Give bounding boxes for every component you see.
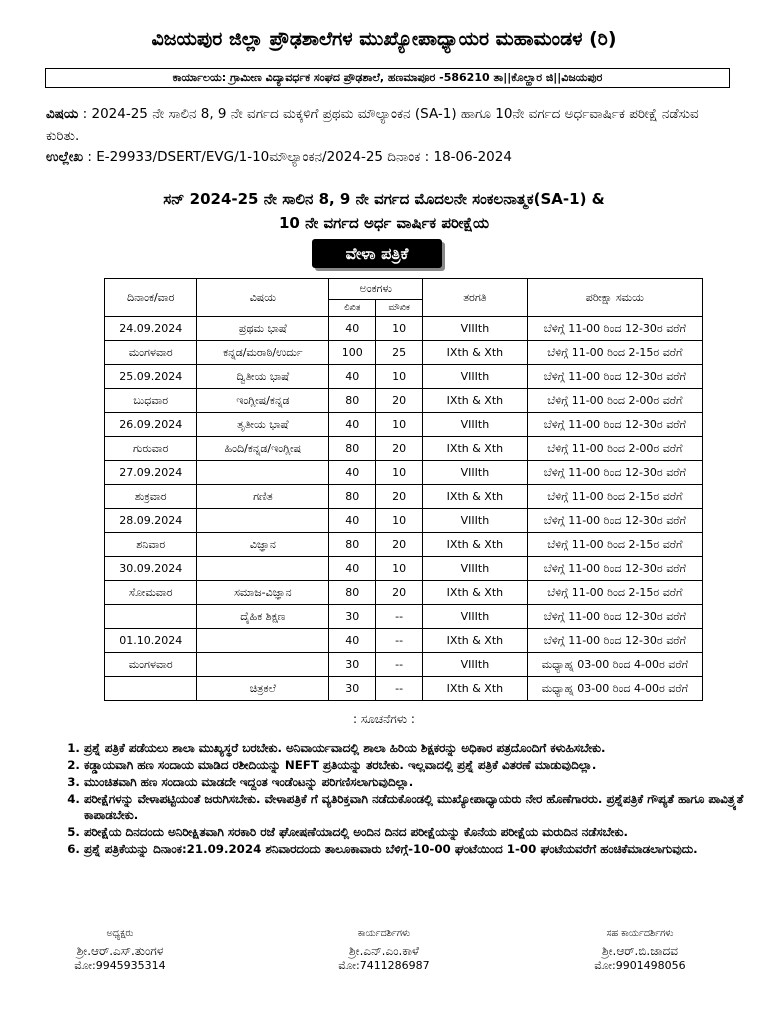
reference-text: : E-29933/DSERT/EVG/1-10ಮೌಲ್ಯಾಂಕನ/2024-25 ದಿನಾಂಕ : 18-06-2024 <box>83 149 512 165</box>
date-cell: 26.09.2024 <box>105 413 197 437</box>
table-row <box>105 533 703 557</box>
written-marks-cell: 30 <box>329 653 376 677</box>
class-cell: IXth & Xth <box>423 581 528 605</box>
date-cell <box>105 605 197 629</box>
date-cell: ಶನಿವಾರ <box>105 533 197 557</box>
table-row <box>105 389 703 413</box>
subject-cell: ಇಂಗ್ಲೀಷ/ಕನ್ನಡ <box>197 389 329 413</box>
written-marks-cell: 80 <box>329 485 376 509</box>
reference-line <box>46 147 736 167</box>
signature-role: ಸಹ ಕಾರ್ಯದರ್ಶಿಗಳು <box>606 928 674 939</box>
class-cell: IXth & Xth <box>423 389 528 413</box>
header-written: ಲಿಖಿತ <box>329 300 376 317</box>
timetable-body <box>105 317 703 701</box>
exam-timetable <box>104 278 703 701</box>
time-cell: ಬೆಳಿಗ್ಗೆ 11-00 ರಿಂದ 12-30ರ ವರೆಗೆ <box>527 629 702 653</box>
table-row <box>105 557 703 581</box>
time-cell: ಬೆಳಿಗ್ಗೆ 11-00 ರಿಂದ 12-30ರ ವರೆಗೆ <box>527 365 702 389</box>
signature-joint-secretary <box>570 928 710 973</box>
class-cell: VIIIth <box>423 413 528 437</box>
date-cell: ಗುರುವಾರ <box>105 437 197 461</box>
table-row <box>105 485 703 509</box>
header-marks: ಅಂಕಗಳು <box>329 279 423 300</box>
oral-marks-cell: 20 <box>376 533 423 557</box>
table-row <box>105 365 703 389</box>
date-cell: ಮಂಗಳವಾರ <box>105 653 197 677</box>
schedule-heading-line1: ಸನ್ 2024-25 ನೇ ಸಾಲಿನ 8, 9 ನೇ ವರ್ಗದ ಮೊದಲನೇ ಸಂಕಲನಾತ್ಮಕ(SA-1) & <box>163 190 605 208</box>
time-cell: ಬೆಳಿಗ್ಗೆ 11-00 ರಿಂದ 2-15ರ ವರೆಗೆ <box>527 341 702 365</box>
table-row <box>105 653 703 677</box>
time-cell: ಮಧ್ಯಾಹ್ನ 03-00 ರಿಂದ 4-00ರ ವರೆಗೆ <box>527 677 702 701</box>
oral-marks-cell: 10 <box>376 557 423 581</box>
written-marks-cell: 40 <box>329 365 376 389</box>
document-title: ವಿಜಯಪುರ ಜಿಲ್ಲಾ ಪ್ರೌಢಶಾಲೆಗಳ ಮುಖ್ಯೋಪಾಧ್ಯಾಯರ ಮಹಾಮಂಡಳ (ರಿ) <box>151 28 617 50</box>
class-cell: IXth & Xth <box>423 629 528 653</box>
oral-marks-cell: -- <box>376 677 423 701</box>
oral-marks-cell: 20 <box>376 581 423 605</box>
class-cell: VIIIth <box>423 605 528 629</box>
oral-marks-cell: -- <box>376 605 423 629</box>
subject-cell <box>197 629 329 653</box>
written-marks-cell: 40 <box>329 509 376 533</box>
subject-cell: ಗಣಿತ <box>197 485 329 509</box>
class-cell: IXth & Xth <box>423 533 528 557</box>
date-cell: 27.09.2024 <box>105 461 197 485</box>
table-row <box>105 509 703 533</box>
time-cell: ಬೆಳಿಗ್ಗೆ 11-00 ರಿಂದ 2-15ರ ವರೆಗೆ <box>527 581 702 605</box>
date-cell: ಮಂಗಳವಾರ <box>105 341 197 365</box>
reference-label: ಉಲ್ಲೇಖ <box>46 149 84 165</box>
date-cell <box>105 677 197 701</box>
written-marks-cell: 40 <box>329 557 376 581</box>
class-cell: VIIIth <box>423 653 528 677</box>
written-marks-cell: 40 <box>329 461 376 485</box>
signature-role: ಕಾರ್ಯದರ್ಶಿಗಳು <box>357 928 411 939</box>
class-cell: VIIIth <box>423 317 528 341</box>
class-cell: VIIIth <box>423 509 528 533</box>
date-cell: 25.09.2024 <box>105 365 197 389</box>
class-cell: IXth & Xth <box>423 677 528 701</box>
subject-label: ವಿಷಯ <box>46 106 79 122</box>
oral-marks-cell: 20 <box>376 437 423 461</box>
class-cell: VIIIth <box>423 365 528 389</box>
written-marks-cell: 80 <box>329 581 376 605</box>
subject-cell: ಚಿತ್ರಕಲೆ <box>197 677 329 701</box>
time-cell: ಬೆಳಿಗ್ಗೆ 11-00 ರಿಂದ 2-00ರ ವರೆಗೆ <box>527 389 702 413</box>
table-row <box>105 461 703 485</box>
header-time: ಪರೀಕ್ಷಾ ಸಮಯ <box>527 279 702 317</box>
oral-marks-cell: 10 <box>376 413 423 437</box>
date-cell: ಶುಕ್ರವಾರ <box>105 485 197 509</box>
note-item: 1. ಪ್ರಶ್ನೆ ಪತ್ರಿಕೆ ಪಡೆಯಲು ಶಾಲಾ ಮುಖ್ಯಸ್ಥರೆ ಬರಬೇಕು. ಅನಿವಾರ್ಯವಾದಲ್ಲಿ ಶಾಲಾ ಹಿರಿಯ ಶಿಕ್ಷಕರನ್ನು ಅಧಿಕಾರ ಪತ್ರದೊಂದಿಗೆ ಕಳುಹಿಸಬೇಕು. <box>84 740 744 756</box>
written-marks-cell: 30 <box>329 605 376 629</box>
note-item: 6. ಪ್ರಶ್ನೆ ಪತ್ರಿಕೆಯನ್ನು ದಿನಾಂಕ:21.09.2024 ಶನಿವಾರದಂದು ತಾಲೂಕಾವಾರು ಬೆಳಿಗ್ಗೆ-10-00 ಘಂಟೆಯಿಂದ 1-00 ಘಂಟೆಯವರೆಗೆ ಹಂಚಿಕೆಮಾಡಲಾಗುವುದು. <box>84 841 744 857</box>
oral-marks-cell: 10 <box>376 365 423 389</box>
class-cell: IXth & Xth <box>423 485 528 509</box>
time-cell: ಬೆಳಿಗ್ಗೆ 11-00 ರಿಂದ 12-30ರ ವರೆಗೆ <box>527 461 702 485</box>
date-cell: 24.09.2024 <box>105 317 197 341</box>
time-cell: ಬೆಳಿಗ್ಗೆ 11-00 ರಿಂದ 2-15ರ ವರೆಗೆ <box>527 533 702 557</box>
subject-cell: ಕನ್ನಡ/ಮರಾಠಿ/ಉರ್ದು <box>197 341 329 365</box>
class-cell: VIIIth <box>423 557 528 581</box>
time-cell: ಬೆಳಿಗ್ಗೆ 11-00 ರಿಂದ 2-00ರ ವರೆಗೆ <box>527 437 702 461</box>
signature-secretary <box>314 928 454 973</box>
written-marks-cell: 100 <box>329 341 376 365</box>
subject-cell: ತೃತೀಯ ಭಾಷೆ <box>197 413 329 437</box>
signature-name: ಶ್ರೀ.ಆರ್.ಎಸ್.ತುಂಗಳ <box>76 944 164 958</box>
notes-heading: : ಸೂಚನೆಗಳು : <box>353 712 415 726</box>
table-row <box>105 581 703 605</box>
note-item: 2. ಕಡ್ಡಾಯವಾಗಿ ಹಣ ಸಂದಾಯ ಮಾಡಿದ ರಶೀದಿಯನ್ನು NEFT ಪ್ರತಿಯನ್ನು ತರಬೇಕು. ಇಲ್ಲವಾದಲ್ಲಿ ಪ್ರಶ್ನೆ ಪತ್ರಿಕೆ ವಿತರಣೆ ಮಾಡುವುದಿಲ್ಲಾ. <box>84 757 744 773</box>
subject-cell: ವಿಜ್ಞಾನ <box>197 533 329 557</box>
subject-cell: ಪ್ರಥಮ ಭಾಷೆ <box>197 317 329 341</box>
date-cell: 28.09.2024 <box>105 509 197 533</box>
signature-phone: ಮೋ:9901498056 <box>594 959 686 972</box>
subject-cell <box>197 653 329 677</box>
header-subject: ವಿಷಯ <box>197 279 329 317</box>
office-address: ಕಾರ್ಯಾಲಯ: ಗ್ರಾಮೀಣ ವಿದ್ಯಾವರ್ಧಕ ಸಂಘದ ಪ್ರೌಢಶಾಲೆ, ಹಣಮಾಪೂರ -586210 ತಾ||ಕೊಲ್ಹಾರ ಜಿ||ವಿಜಯಪುರ <box>45 68 730 88</box>
notes-list <box>62 740 744 858</box>
signature-phone: ಮೋ:7411286987 <box>338 959 430 972</box>
table-row <box>105 677 703 701</box>
subject-cell: ಹಿಂದಿ/ಕನ್ನಡ/ಇಂಗ್ಲೀಷ <box>197 437 329 461</box>
written-marks-cell: 80 <box>329 389 376 413</box>
time-cell: ಬೆಳಿಗ್ಗೆ 11-00 ರಿಂದ 12-30ರ ವರೆಗೆ <box>527 605 702 629</box>
date-cell: ಬುಧವಾರ <box>105 389 197 413</box>
subject-cell: ಸಮಾಜ-ವಿಜ್ಞಾನ <box>197 581 329 605</box>
date-cell: ಸೋಮವಾರ <box>105 581 197 605</box>
header-date: ದಿನಾಂಕ/ವಾರ <box>105 279 197 317</box>
time-cell: ಬೆಳಿಗ್ಗೆ 11-00 ರಿಂದ 12-30ರ ವರೆಗೆ <box>527 413 702 437</box>
time-cell: ಮಧ್ಯಾಹ್ನ 03-00 ರಿಂದ 4-00ರ ವರೆಗೆ <box>527 653 702 677</box>
table-row <box>105 605 703 629</box>
subject-cell: ದೈಹಿಕ ಶಿಕ್ಷಣ <box>197 605 329 629</box>
table-row <box>105 341 703 365</box>
signature-name: ಶ್ರೀ.ಆರ್.ಬಿ.ಜಾದವ <box>602 944 678 958</box>
subject-cell <box>197 461 329 485</box>
subject-text: : 2024-25 ನೇ ಸಾಲಿನ 8, 9 ನೇ ವರ್ಗದ ಮಕ್ಕಳಿಗೆ ಪ್ರಥಮ ಮೌಲ್ಯಾಂಕನ (SA-1) ಹಾಗೂ 10ನೇ ವರ್ಗದ ಅರ್ಧವಾರ್ಷಿಕ ಪರೀಕ್ಷೆ ನಡೆಸುವ ಕುರಿತು. <box>46 106 699 144</box>
written-marks-cell: 40 <box>329 629 376 653</box>
oral-marks-cell: 10 <box>376 461 423 485</box>
time-cell: ಬೆಳಿಗ್ಗೆ 11-00 ರಿಂದ 2-15ರ ವರೆಗೆ <box>527 485 702 509</box>
written-marks-cell: 80 <box>329 437 376 461</box>
oral-marks-cell: -- <box>376 653 423 677</box>
table-row <box>105 629 703 653</box>
header-oral: ಮೌಖಿಕ <box>376 300 423 317</box>
table-row <box>105 413 703 437</box>
oral-marks-cell: 25 <box>376 341 423 365</box>
subject-cell <box>197 557 329 581</box>
subject-cell: ದ್ವಿತೀಯ ಭಾಷೆ <box>197 365 329 389</box>
signature-role: ಅಧ್ಯಕ್ಷರು <box>106 928 134 939</box>
class-cell: IXth & Xth <box>423 341 528 365</box>
written-marks-cell: 30 <box>329 677 376 701</box>
written-marks-cell: 40 <box>329 317 376 341</box>
time-cell: ಬೆಳಿಗ್ಗೆ 11-00 ರಿಂದ 12-30ರ ವರೆಗೆ <box>527 557 702 581</box>
class-cell: IXth & Xth <box>423 437 528 461</box>
timetable-badge: ವೇಳಾ ಪತ್ರಿಕೆ <box>312 239 442 268</box>
oral-marks-cell: 20 <box>376 389 423 413</box>
time-cell: ಬೆಳಿಗ್ಗೆ 11-00 ರಿಂದ 12-30ರ ವರೆಗೆ <box>527 317 702 341</box>
date-cell: 30.09.2024 <box>105 557 197 581</box>
date-cell: 01.10.2024 <box>105 629 197 653</box>
subject-line <box>46 103 736 147</box>
oral-marks-cell: 10 <box>376 509 423 533</box>
table-row <box>105 317 703 341</box>
oral-marks-cell: -- <box>376 629 423 653</box>
signature-president <box>50 928 190 973</box>
schedule-heading-line2: 10 ನೇ ವರ್ಗದ ಅರ್ಧ ವಾರ್ಷಿಕ ಪರೀಕ್ಷೆಯ <box>278 214 490 232</box>
note-item: 3. ಮುಂಚಿತವಾಗಿ ಹಣ ಸಂದಾಯ ಮಾಡದೇ ಇದ್ದಂತ ಇಂಡೆಂಟನ್ನು ಪರಿಗಣಿಸಲಾಗುವುದಿಲ್ಲಾ. <box>84 774 744 790</box>
signature-name: ಶ್ರೀ.ಎನ್.ಎಂ.ಕಾಳೆ <box>349 944 419 958</box>
written-marks-cell: 80 <box>329 533 376 557</box>
class-cell: VIIIth <box>423 461 528 485</box>
header-class: ತರಗತಿ <box>423 279 528 317</box>
signature-phone: ಮೋ:9945935314 <box>74 959 166 972</box>
note-item: 4. ಪರೀಕ್ಷೆಗಳನ್ನು ವೇಳಾಪಟ್ಟಿಯಂತೆ ಜರುಗಿಸಬೇಕು. ವೇಳಾಪತ್ರಿಕೆ ಗೆ ವ್ಯತಿರಿಕ್ತವಾಗಿ ನಡೆದುಕೊಂಡಲ್ಲಿ ಮುಖ್ಯೋಪಾಧ್ಯಾಯರು ನೇರ ಹೊಣೆಗಾರರು. ಪ್ರಶ್ನೆಪತ್ರಿಕೆ ಗೌಪ್ಯತೆ ಹಾಗೂ ಪಾವಿತ್ರ್ಯತೆ ಕಾಪಾಡಬೇಕು. <box>84 791 744 823</box>
written-marks-cell: 40 <box>329 413 376 437</box>
subject-cell <box>197 509 329 533</box>
table-row <box>105 437 703 461</box>
oral-marks-cell: 10 <box>376 317 423 341</box>
note-item: 5. ಪರೀಕ್ಷೆಯ ದಿನದಂದು ಅನಿರೀಕ್ಷಿತವಾಗಿ ಸರಕಾರಿ ರಜೆ ಘೋಷಣೆಯಾದಲ್ಲಿ ಅಂದಿನ ದಿನದ ಪರೀಕ್ಷೆಯನ್ನು ಕೊನೆಯ ಪರೀಕ್ಷೆಯ ಮರುದಿನ ನಡೆಸಬೇಕು. <box>84 824 744 840</box>
oral-marks-cell: 20 <box>376 485 423 509</box>
time-cell: ಬೆಳಿಗ್ಗೆ 11-00 ರಿಂದ 12-30ರ ವರೆಗೆ <box>527 509 702 533</box>
